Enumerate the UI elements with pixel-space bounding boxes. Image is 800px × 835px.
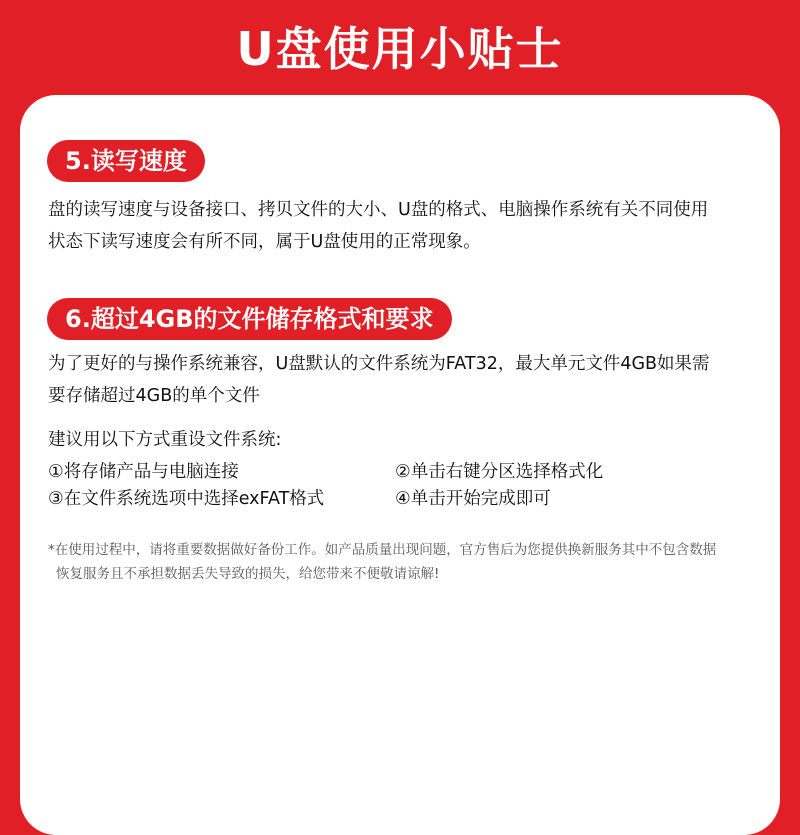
section-6-line-2: 要存储超过4GB的单个文件 [48,386,260,406]
section-5-paragraph [48,194,760,258]
section-5-line-1: 盘的读写速度与设备接口、拷贝文件的大小、U盘的格式、电脑操作系统有关不同使用 [48,200,709,220]
section-6-paragraph [48,348,760,412]
footnote-line-1: *在使用过程中，请将重要数据做好备份工作。如产品质量出现问题，官方售后为您提供换新服务其中不包含数据 [48,542,717,558]
step-3: ③在文件系统选项中选择exFAT格式 [48,489,325,509]
step-1: ①将存储产品与电脑连接 [48,462,239,482]
page-title: U盘使用小贴士 [236,22,564,76]
footnote-line-2: 恢复服务且不承担数据丢失导致的损失，给您带来不便敬请谅解! [56,566,440,582]
section-5-heading-badge: 5.读写速度 [47,140,205,182]
step-2: ②单击右键分区选择格式化 [395,462,604,482]
section-5-line-2: 状态下读写速度会有所不同，属于U盘使用的正常现象。 [48,232,481,252]
step-4: ④单击开始完成即可 [395,489,551,509]
section-6-heading-badge: 6.超过4GB的文件储存格式和要求 [47,298,452,340]
steps-intro: 建议用以下方式重设文件系统: [48,430,282,450]
footnote [48,538,768,586]
section-6-line-1: 为了更好的与操作系统兼容，U盘默认的文件系统为FAT32，最大单元文件4GB如果需 [48,354,710,374]
